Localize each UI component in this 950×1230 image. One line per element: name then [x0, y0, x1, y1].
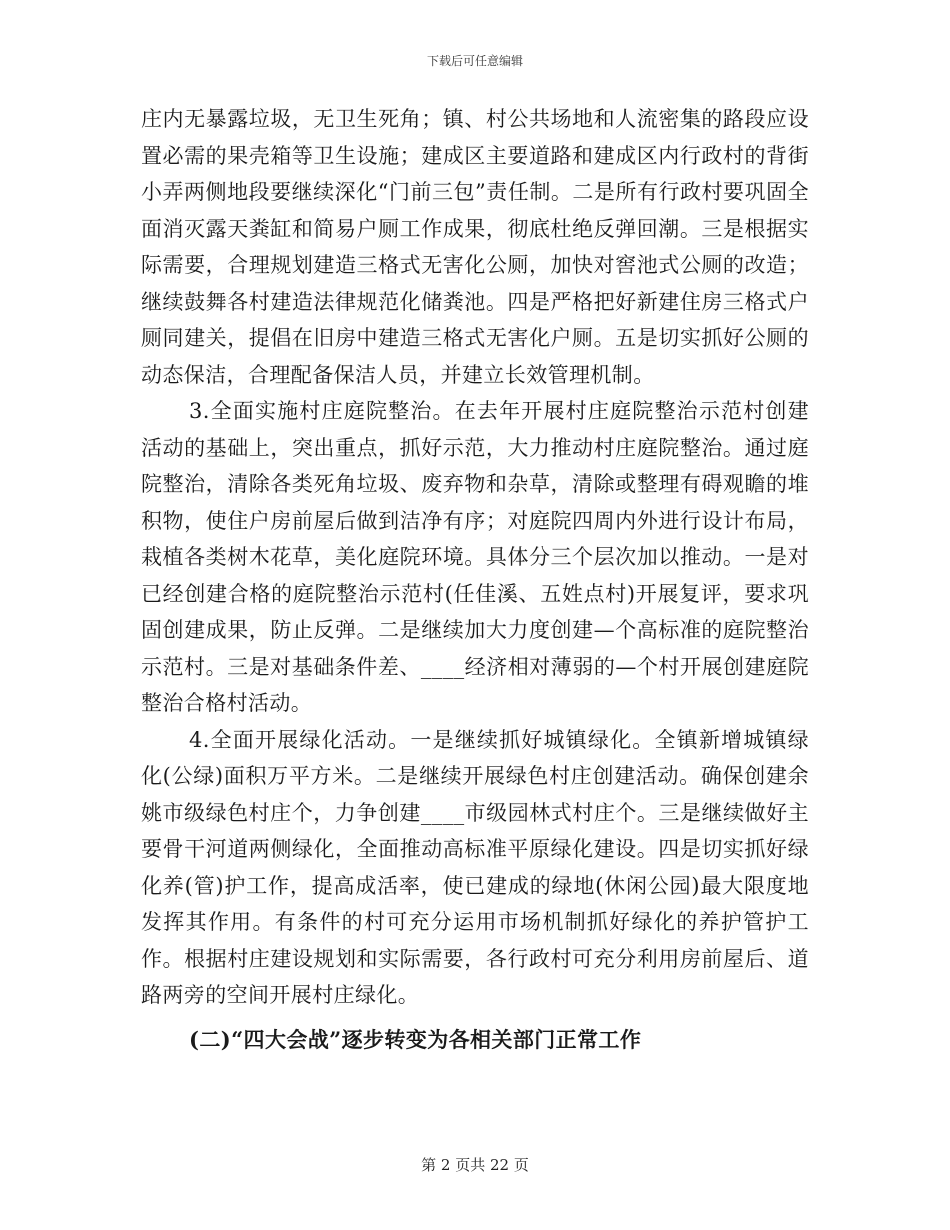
paragraph-continued: 庄内无暴露垃圾，无卫生死角；镇、村公共场地和人流密集的路段应设置必需的果壳箱等卫生设施；建成区主要道路和建成区内行政村的背街小弄两侧地段要继续深化“门前三包”责任制。二是所有行政村要巩固全面消灭露天粪缸和简易户厕工作成果，彻底杜绝反弹回潮。三是根据实际需要，合理规划建造三格式无害化公厕，加快对窖池式公厕的改造；继续鼓舞各村建造法律规范化储粪池。四是严格把好新建住房三格式户厕同建关，提倡在旧房中建造三格式无害化户厕。五是切实抓好公厕的动态保洁，合理配备保洁人员，并建立长效管理机制。: [141, 107, 809, 387]
section-heading: (二)“四大会战”逐步转变为各相关部门正常工作: [189, 1026, 642, 1052]
page-number: 第 2 页共 22 页: [421, 1156, 529, 1174]
paragraph-greening-activity: 4.全面开展绿化活动。一是继续抓好城镇绿化。全镇新增城镇绿化(公绿)面积万平方米。二是继续开展绿色村庄创建活动。确保创建余姚市级绿色村庄个，力争创建____市级园林式村庄个。三是继续做好主要骨干河道两侧绿化，全面推动高标准平原绿化建设。四是切实抓好绿化养(管)护工作，提高成活率，使已建成的绿地(休闲公园)最大限度地发挥其作用。有条件的村可充分运用市场机制抓好绿化的养护管护工作。根据村庄建设规划和实际需要，各行政村可充分利用房前屋后、道路两旁的空间开展村庄绿化。: [141, 727, 809, 1007]
page-header-note: 下载后可任意编辑: [426, 54, 523, 68]
document-body: [141, 101, 809, 1058]
paragraph-courtyard-renovation: 3.全面实施村庄庭院整治。在去年开展村庄庭院整治示范村创建活动的基础上，突出重点，抓好示范，大力推动村庄庭院整治。通过庭院整治，清除各类死角垃圾、废弃物和杂草，清除或整理有碍观瞻的堆积物，使住户房前屋后做到洁净有序；对庭院四周内外进行设计布局，栽植各类树木花草，美化庭院环境。具体分三个层次加以推动。一是对已经创建合格的庭院整治示范村(任佳溪、五姓点村)开展复评，要求巩固创建成果，防止反弹。二是继续加大力度创建—个高标准的庭院整治示范村。三是对基础条件差、____经济相对薄弱的—个村开展创建庭院整治合格村活动。: [141, 399, 809, 715]
